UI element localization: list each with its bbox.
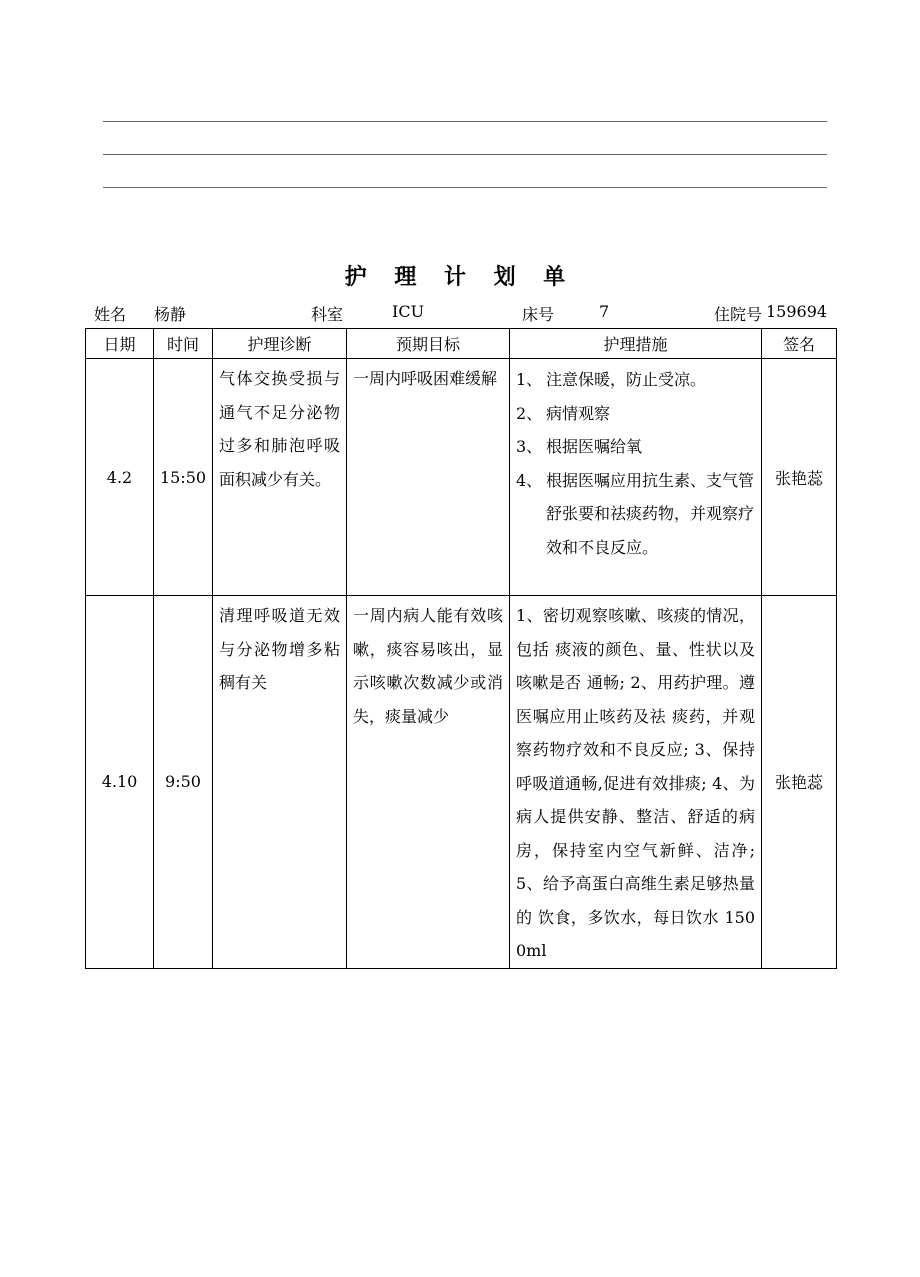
patient-name: 杨静 bbox=[154, 305, 187, 324]
dept-label: 科室 bbox=[311, 305, 344, 324]
goal-text: 一周内病人能有效咳嗽，痰容易咳出，显示咳嗽次数减少或消失，痰量减少 bbox=[353, 606, 503, 726]
diagnosis-text: 清理呼吸道无效与分泌物增多粘稠有关 bbox=[219, 606, 340, 692]
admission-label: 住院号 bbox=[714, 305, 763, 324]
header-goal: 预期目标 bbox=[347, 329, 510, 359]
row-goal bbox=[347, 359, 510, 596]
row-signature: 张艳蕊 bbox=[762, 596, 837, 969]
dept-value: ICU bbox=[392, 302, 425, 321]
measure-item: 3、 根据医嘱给氧 bbox=[516, 437, 643, 456]
table-header-row bbox=[86, 329, 837, 359]
header-rule-1 bbox=[103, 121, 827, 122]
goal-text: 一周内呼吸困难缓解 bbox=[353, 369, 498, 388]
diagnosis-text: 气体交换受损与通气不足分泌物过多和肺泡呼吸面积减少有关。 bbox=[219, 369, 340, 489]
name-label: 姓名 bbox=[94, 305, 127, 324]
header-rule-2 bbox=[103, 154, 827, 155]
measures-text: 1、密切观察咳嗽、咳痰的情况，包括 痰液的颜色、量、性状以及咳嗽是否 通畅; 2、用药护理。遵医嘱应用止咳药及祛 痰药，并观察药物疗效和不良反应; 3、保持呼吸道通畅,促进有效排痰; 4、为病人提供安静、整洁、舒适的病房，保持室内空气新鲜、洁净; 5、给予高蛋白高维生素足够热量的 饮食，多饮水，每日饮水 1500ml bbox=[516, 606, 755, 960]
bed-value: 7 bbox=[599, 302, 610, 321]
header-measures: 护理措施 bbox=[510, 329, 762, 359]
row-diagnosis bbox=[213, 596, 347, 969]
bed-label: 床号 bbox=[522, 305, 555, 324]
page-title: 护 理 计 划 单 bbox=[344, 265, 576, 290]
header-date: 日期 bbox=[86, 329, 154, 359]
row-time: 9:50 bbox=[154, 596, 213, 969]
measure-item: 4、 根据医嘱应用抗生素、支气管舒张要和祛痰药物，并观察疗效和不良反应。 bbox=[516, 470, 755, 557]
row-time: 15:50 bbox=[154, 359, 213, 596]
row-measures bbox=[510, 596, 762, 969]
header-rule-3 bbox=[103, 187, 827, 188]
row-date: 4.2 bbox=[86, 359, 154, 596]
admission-number: 159694 bbox=[766, 302, 828, 321]
measure-item: 1、 注意保暖，防止受凉。 bbox=[516, 370, 707, 389]
header-diagnosis: 护理诊断 bbox=[213, 329, 347, 359]
row-measures bbox=[510, 359, 762, 596]
row-diagnosis bbox=[213, 359, 347, 596]
measure-item: 2、 病情观察 bbox=[516, 403, 611, 423]
care-plan-table bbox=[85, 328, 837, 969]
row-goal bbox=[347, 596, 510, 969]
header-signature: 签名 bbox=[762, 329, 837, 359]
row-signature: 张艳蕊 bbox=[762, 359, 837, 596]
table-row bbox=[86, 359, 837, 596]
row-date: 4.10 bbox=[86, 596, 154, 969]
header-time: 时间 bbox=[154, 329, 213, 359]
table-row bbox=[86, 596, 837, 969]
